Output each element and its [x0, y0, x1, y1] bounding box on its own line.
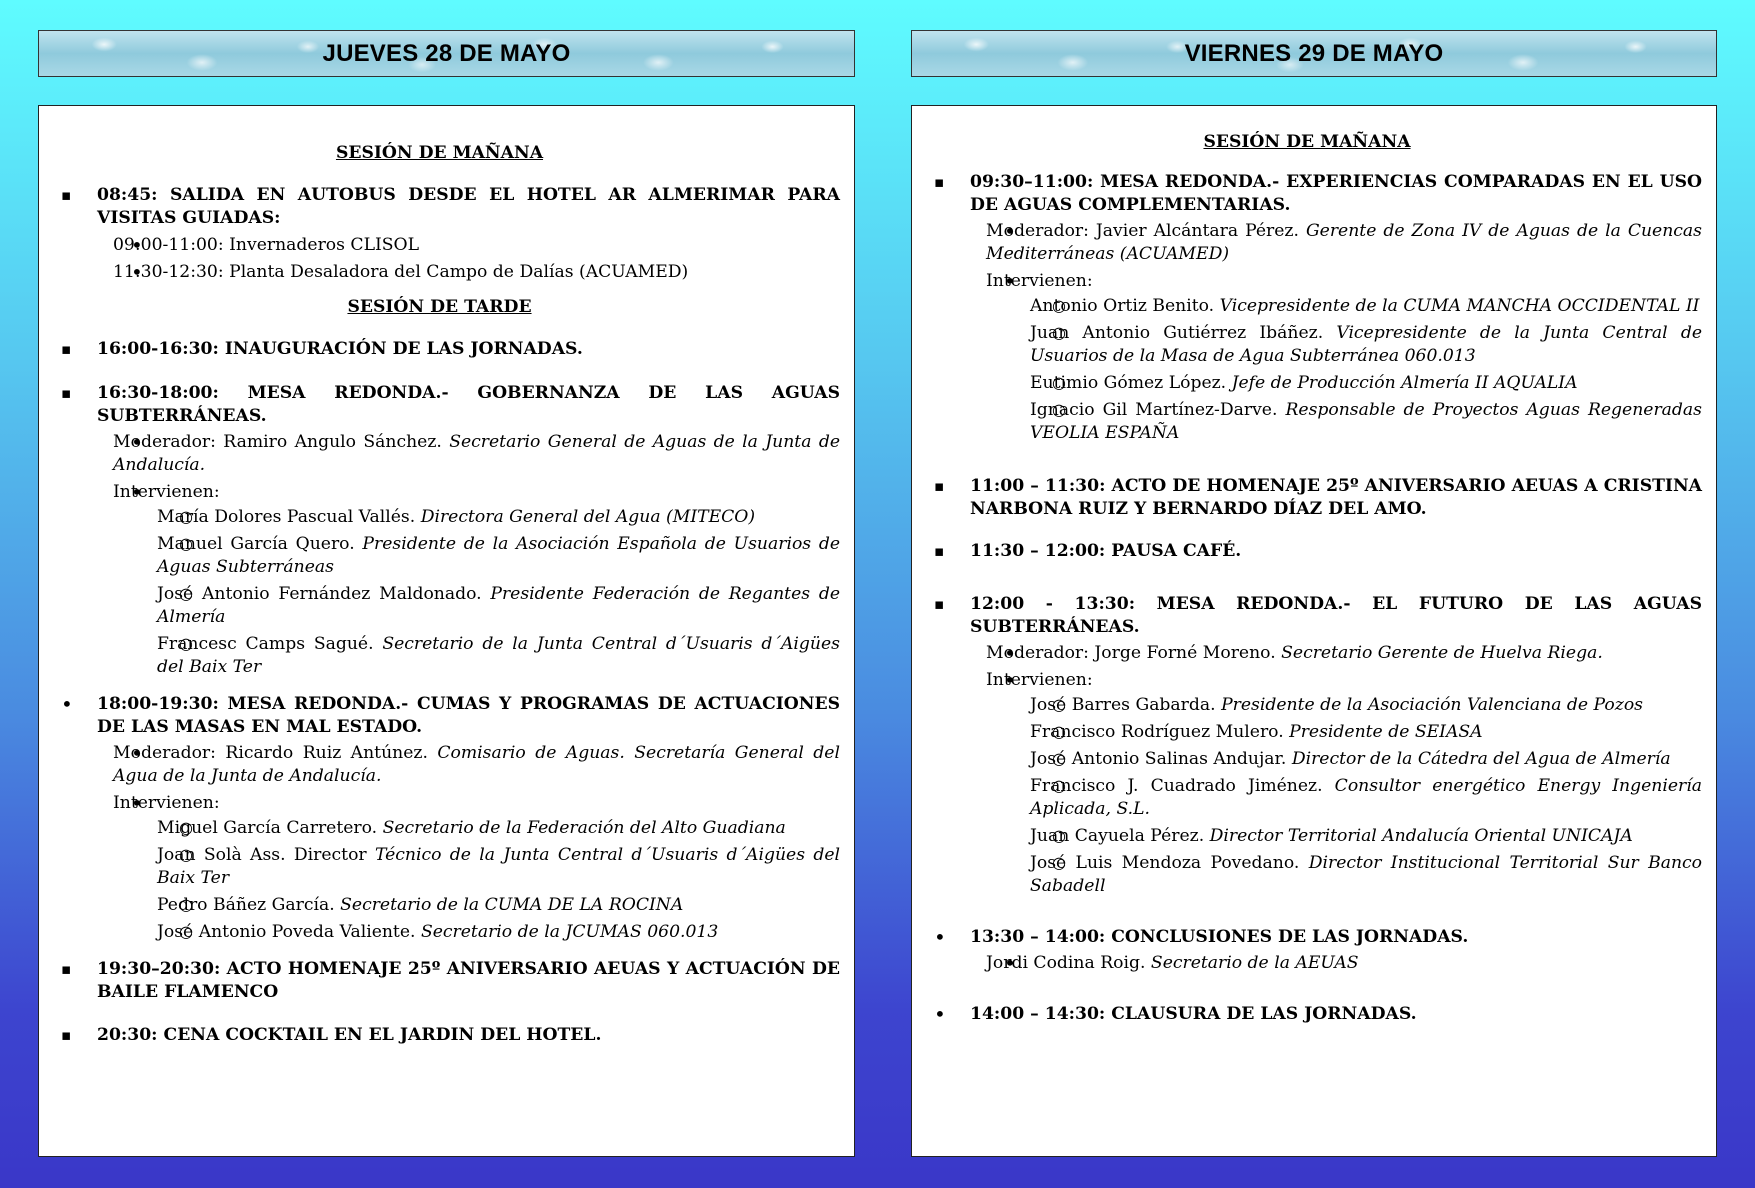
- list-item: • Jordi Codina Roig. Secretario de la AEUAS: [912, 952, 1702, 975]
- speaker-item: ○ María Dolores Pascual Vallés. Directora General del Agua (MITECO): [39, 506, 840, 529]
- left-item-cumas: • 18:00-19:30: MESA REDONDA.- CUMAS Y PROGRAMAS DE ACTUACIONES DE LAS MASAS EN MAL ESTADO. • Moderador: Ricardo Ruiz Antúnez. Comisario de Aguas. Secretaría General del Agua de la Junta de Andalucía. • Intervienen: ○ Miguel García Carretero. Secretario de la Federación del Alto Guadiana ○ Joan Solà Ass. Director Técnico de la Junta Central d´Usuaris d´Aigües del Baix Ter ○ Pedro Báñez García. Secretario de la CUMA DE LA ROCINA ○ José Antonio Poveda Valiente. Secretario de la JCUMAS 060.013: [39, 693, 840, 944]
- left-day-title: JUEVES 28 DE MAYO: [322, 39, 571, 67]
- left-item-dinner: ▪ 20:30: CENA COCKTAIL EN EL JARDIN DEL HOTEL.: [39, 1024, 840, 1047]
- circle-bullet-icon: [1052, 824, 1066, 847]
- right-item-future: ▪ 12:00 - 13:30: MESA REDONDA.- EL FUTURO DE LAS AGUAS SUBTERRÁNEAS. • Moderador: Jorge Forné Moreno. Secretario Gerente de Huelva Riega. • Intervienen: ○ José Barres Gabarda. Presidente de la Asociación Valenciana de Pozos ○ Francisco Rodríguez Mulero. Presidente de SEIASA ○ José Antonio Salinas Andujar. Director de la Cátedra del Agua de Almería ○ Francisco J. Cuadrado Jiménez. Consultor energético Energy Ingeniería Aplicada, S.L. ○ Juan Cayuela Pérez. Director Territorial Andalucía Oriental UNICAJA ○ José Luis Mendoza Povedano. Director Institucional Territorial Sur Banco Sabadell: [912, 593, 1702, 898]
- left-program-panel: [38, 105, 855, 1157]
- bullet-icon: [131, 742, 143, 765]
- circle-bullet-icon: [179, 920, 193, 943]
- bullet-icon: [934, 1003, 944, 1029]
- left-item-inauguration: ▪ 16:00-16:30: INAUGURACIÓN DE LAS JORNADAS.: [39, 338, 840, 361]
- bullet-icon: [1004, 270, 1016, 293]
- circle-bullet-icon: [1052, 398, 1066, 421]
- speaker-item: ○ Francisco Rodríguez Mulero. Presidente de SEIASA: [912, 721, 1702, 744]
- speaker-item: ○ Juan Cayuela Pérez. Director Territorial Andalucía Oriental UNICAJA: [912, 825, 1702, 848]
- square-bullet-icon: [934, 593, 944, 617]
- speaker-item: ○ José Barres Gabarda. Presidente de la Asociación Valenciana de Pozos: [912, 694, 1702, 717]
- circle-bullet-icon: [179, 893, 193, 916]
- circle-bullet-icon: [1052, 747, 1066, 770]
- speaker-item: ○ Francesc Camps Sagué. Secretario de la Junta Central d´Usuaris d´Aigües del Baix Ter: [39, 633, 840, 679]
- right-item-coffee: ▪ 11:30 – 12:00: PAUSA CAFÉ.: [912, 540, 1702, 563]
- right-item-homage: ▪ 11:00 – 11:30: ACTO DE HOMENAJE 25º ANIVERSARIO AEUAS A CRISTINA NARBONA RUIZ Y BERNARDO DÍAZ DEL AMO.: [912, 475, 1702, 521]
- bullet-icon: [1004, 669, 1016, 692]
- circle-bullet-icon: [179, 532, 193, 555]
- bullet-icon: [131, 792, 143, 815]
- square-bullet-icon: [934, 475, 944, 499]
- speaker-item: ○ Eutimio Gómez López. Jefe de Producción Almería II AQUALIA: [912, 372, 1702, 395]
- left-day-header: [38, 30, 855, 77]
- square-bullet-icon: [61, 382, 71, 406]
- square-bullet-icon: [934, 540, 944, 564]
- circle-bullet-icon: [179, 843, 193, 866]
- circle-bullet-icon: [1052, 294, 1066, 317]
- speaker-item: ○ José Antonio Fernández Maldonado. Presidente Federación de Regantes de Almería: [39, 583, 840, 629]
- speaker-item: ○ Juan Antonio Gutiérrez Ibáñez. Vicepresidente de la Junta Central de Usuarios de la Masa de Agua Subterránea 060.013: [912, 322, 1702, 368]
- bullet-icon: [1004, 952, 1016, 975]
- square-bullet-icon: [61, 958, 71, 982]
- right-program-panel: [911, 105, 1717, 1157]
- left-item-homage: ▪ 19:30–20:30: ACTO HOMENAJE 25º ANIVERSARIO AEUAS Y ACTUACIÓN DE BAILE FLAMENCO: [39, 958, 840, 1004]
- right-item-experiences: ▪ 09:30–11:00: MESA REDONDA.- EXPERIENCIAS COMPARADAS EN EL USO DE AGUAS COMPLEMENTARIAS. • Moderador: Javier Alcántara Pérez. Gerente de Zona IV de Aguas de la Cuencas Mediterráneas (ACUAMED) • Intervienen: ○ Antonio Ortiz Benito. Vicepresidente de la CUMA MANCHA OCCIDENTAL II ○ Juan Antonio Gutiérrez Ibáñez. Vicepresidente de la Junta Central de Usuarios de la Masa de Agua Subterránea 060.013 ○ Eutimio Gómez López. Jefe de Producción Almería II AQUALIA ○ Ignacio Gil Martínez-Darve. Responsable de Proyectos Aguas Regeneradas VEOLIA ESPAÑA: [912, 171, 1702, 445]
- bullet-icon: [131, 481, 143, 504]
- speaker-item: ○ Francisco J. Cuadrado Jiménez. Consultor energético Energy Ingeniería Aplicada, S.L.: [912, 775, 1702, 821]
- intervienen-item: • Intervienen: ○ José Barres Gabarda. Presidente de la Asociación Valenciana de Pozos ○ Francisco Rodríguez Mulero. Presidente de SEIASA ○ José Antonio Salinas Andujar. Director de la Cátedra del Agua de Almería ○ Francisco J. Cuadrado Jiménez. Consultor energético Energy Ingeniería Aplicada, S.L. ○ Juan Cayuela Pérez. Director Territorial Andalucía Oriental UNICAJA ○ José Luis Mendoza Povedano. Director Institucional Territorial Sur Banco Sabadell: [912, 669, 1702, 898]
- circle-bullet-icon: [1052, 774, 1066, 797]
- speaker-item: ○ Ignacio Gil Martínez-Darve. Responsable de Proyectos Aguas Regeneradas VEOLIA ESPAÑA: [912, 399, 1702, 445]
- left-item-bus: ▪ 08:45: SALIDA EN AUTOBUS DESDE EL HOTEL AR ALMERIMAR PARA VISITAS GUIADAS: • 09:00-11:00: Invernaderos CLISOL • 11:30-12:30: Planta Desaladora del Campo de Dalías (ACUAMED): [39, 184, 840, 284]
- moderator-item: • Moderador: Javier Alcántara Pérez. Gerente de Zona IV de Aguas de la Cuencas Mediterráneas (ACUAMED): [912, 220, 1702, 266]
- circle-bullet-icon: [1052, 371, 1066, 394]
- right-day-title: VIERNES 29 DE MAYO: [1184, 39, 1444, 67]
- list-item: • 11:30-12:30: Planta Desaladora del Campo de Dalías (ACUAMED): [39, 261, 840, 284]
- circle-bullet-icon: [1052, 321, 1066, 344]
- circle-bullet-icon: [179, 582, 193, 605]
- bullet-icon: [131, 261, 143, 284]
- left-morning-session-title: SESIÓN DE MAÑANA: [335, 143, 544, 163]
- speaker-item: ○ José Luis Mendoza Povedano. Director Institucional Territorial Sur Banco Sabadell: [912, 852, 1702, 898]
- square-bullet-icon: [61, 338, 71, 362]
- square-bullet-icon: [61, 1024, 71, 1048]
- moderator-item: • Moderador: Jorge Forné Moreno. Secretario Gerente de Huelva Riega.: [912, 642, 1702, 665]
- speaker-item: ○ Manuel García Quero. Presidente de la Asociación Española de Usuarios de Aguas Subterráneas: [39, 533, 840, 579]
- intervienen-item: • Intervienen: ○ Antonio Ortiz Benito. Vicepresidente de la CUMA MANCHA OCCIDENTAL II ○ Juan Antonio Gutiérrez Ibáñez. Vicepresidente de la Junta Central de Usuarios de la Masa de Agua Subterránea 060.013 ○ Eutimio Gómez López. Jefe de Producción Almería II AQUALIA ○ Ignacio Gil Martínez-Darve. Responsable de Proyectos Aguas Regeneradas VEOLIA ESPAÑA: [912, 270, 1702, 445]
- circle-bullet-icon: [179, 505, 193, 528]
- bullet-icon: [1004, 642, 1016, 665]
- list-item: • 09:00-11:00: Invernaderos CLISOL: [39, 234, 840, 257]
- bullet-icon: [1004, 220, 1016, 243]
- right-morning-session-title: SESIÓN DE MAÑANA: [1203, 132, 1411, 152]
- speaker-item: ○ Miguel García Carretero. Secretario de la Federación del Alto Guadiana: [39, 817, 840, 840]
- circle-bullet-icon: [179, 816, 193, 839]
- speaker-item: ○ José Antonio Poveda Valiente. Secretario de la JCUMAS 060.013: [39, 921, 840, 944]
- bullet-icon: [61, 693, 71, 719]
- bullet-icon: [131, 234, 143, 257]
- speaker-item: ○ Antonio Ortiz Benito. Vicepresidente de la CUMA MANCHA OCCIDENTAL II: [912, 295, 1702, 318]
- speaker-item: ○ José Antonio Salinas Andujar. Director de la Cátedra del Agua de Almería: [912, 748, 1702, 771]
- bullet-icon: [934, 926, 944, 952]
- right-day-header: [911, 30, 1717, 77]
- circle-bullet-icon: [1052, 693, 1066, 716]
- intervienen-item: • Intervienen: ○ María Dolores Pascual Vallés. Directora General del Agua (MITECO) ○ Manuel García Quero. Presidente de la Asociación Española de Usuarios de Aguas Subterráneas ○ José Antonio Fernández Maldonado. Presidente Federación de Regantes de Almería ○ Francesc Camps Sagué. Secretario de la Junta Central d´Usuaris d´Aigües del Baix Ter: [39, 481, 840, 679]
- left-item-governance: ▪ 16:30-18:00: MESA REDONDA.- GOBERNANZA DE LAS AGUAS SUBTERRÁNEAS. • Moderador: Ramiro Angulo Sánchez. Secretario General de Aguas de la Junta de Andalucía. • Intervienen: ○ María Dolores Pascual Vallés. Directora General del Agua (MITECO) ○ Manuel García Quero. Presidente de la Asociación Española de Usuarios de Aguas Subterráneas ○ José Antonio Fernández Maldonado. Presidente Federación de Regantes de Almería ○ Francesc Camps Sagué. Secretario de la Junta Central d´Usuaris d´Aigües del Baix Ter: [39, 382, 840, 679]
- square-bullet-icon: [934, 171, 944, 195]
- speaker-item: ○ Joan Solà Ass. Director Técnico de la Junta Central d´Usuaris d´Aigües del Baix Ter: [39, 844, 840, 890]
- moderator-item: • Moderador: Ramiro Angulo Sánchez. Secretario General de Aguas de la Junta de Andalucía.: [39, 431, 840, 477]
- intervienen-item: • Intervienen: ○ Miguel García Carretero. Secretario de la Federación del Alto Guadiana ○ Joan Solà Ass. Director Técnico de la Junta Central d´Usuaris d´Aigües del Baix Ter ○ Pedro Báñez García. Secretario de la CUMA DE LA ROCINA ○ José Antonio Poveda Valiente. Secretario de la JCUMAS 060.013: [39, 792, 840, 944]
- speaker-item: ○ Pedro Báñez García. Secretario de la CUMA DE LA ROCINA: [39, 894, 840, 917]
- right-item-conclusions: • 13:30 – 14:00: CONCLUSIONES DE LAS JORNADAS. • Jordi Codina Roig. Secretario de la AEUAS: [912, 926, 1702, 975]
- circle-bullet-icon: [1052, 720, 1066, 743]
- square-bullet-icon: [61, 184, 71, 208]
- right-item-closing: • 14:00 – 14:30: CLAUSURA DE LAS JORNADAS.: [912, 1003, 1702, 1026]
- circle-bullet-icon: [1052, 851, 1066, 874]
- bullet-icon: [131, 431, 143, 454]
- circle-bullet-icon: [179, 632, 193, 655]
- moderator-item: • Moderador: Ricardo Ruiz Antúnez. Comisario de Aguas. Secretaría General del Agua de la Junta de Andalucía.: [39, 742, 840, 788]
- left-afternoon-session-title: SESIÓN DE TARDE: [347, 297, 532, 317]
